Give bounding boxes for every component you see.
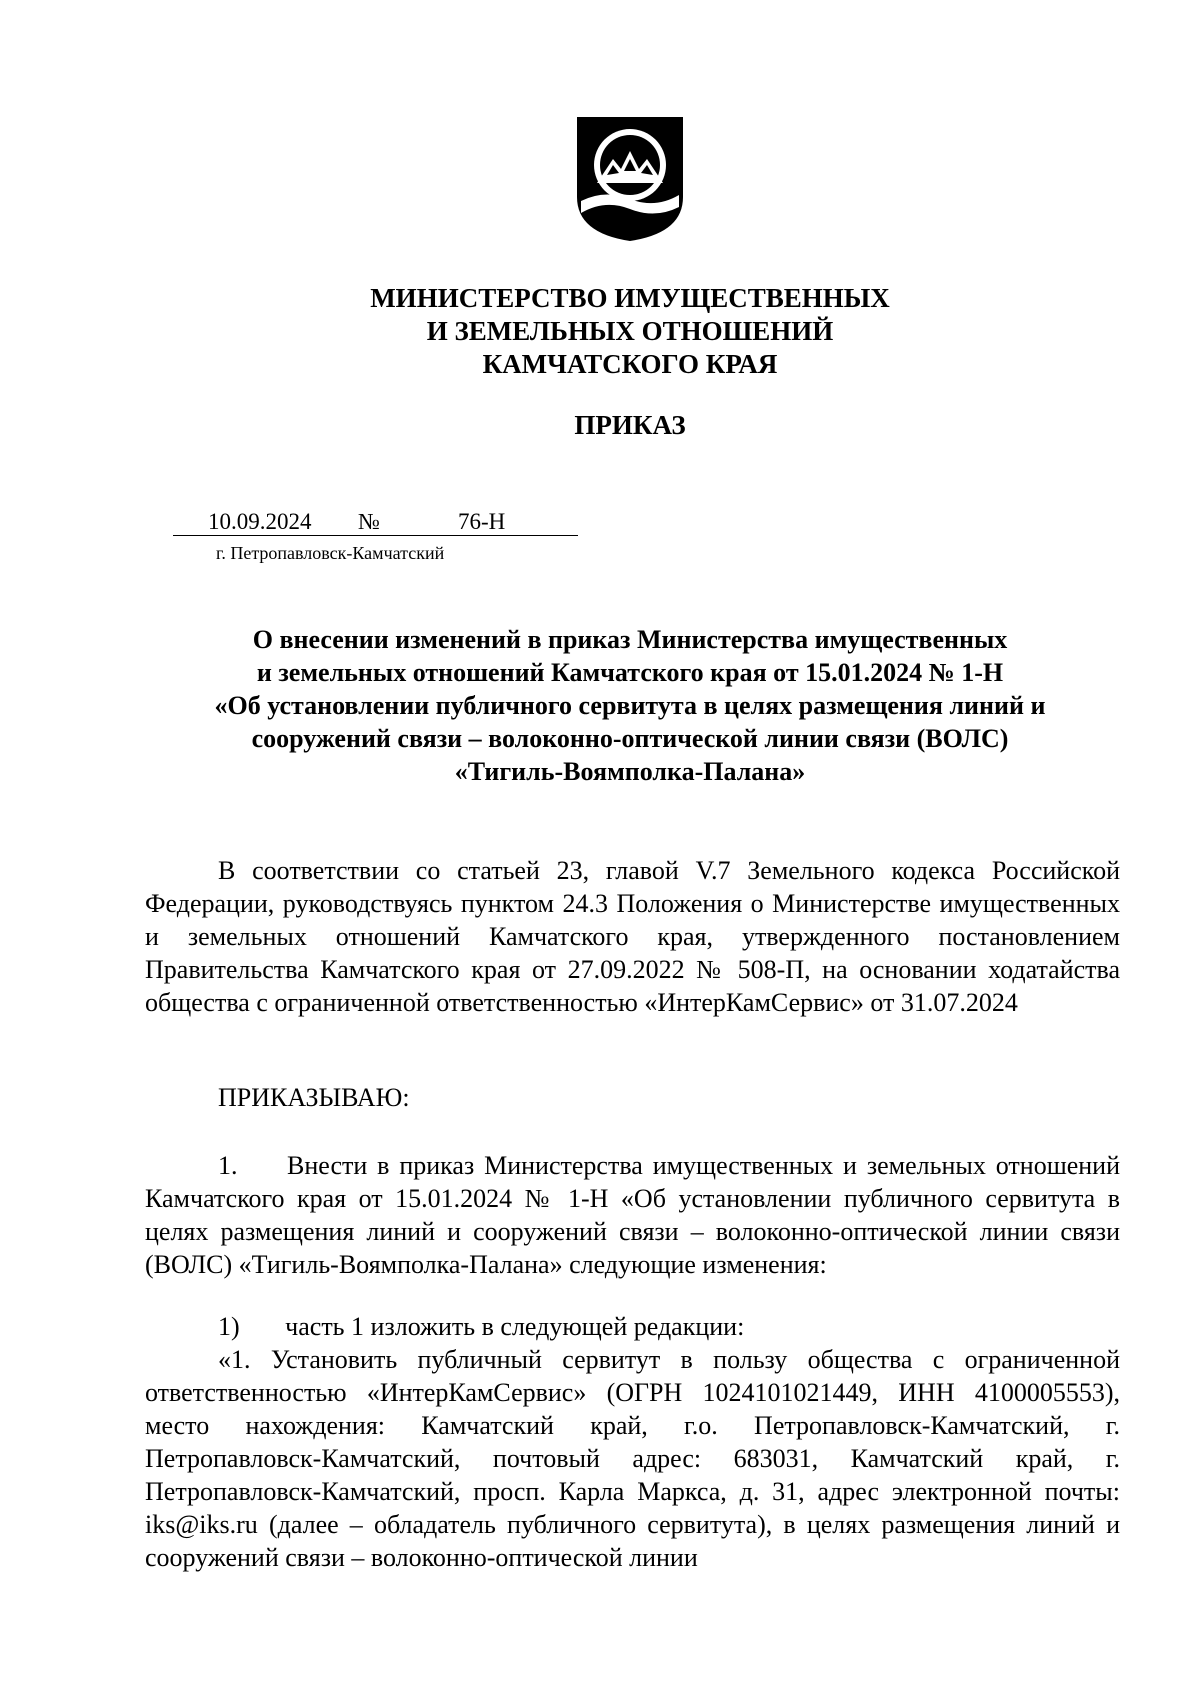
subitem-1-paragraph: 1) часть 1 изложить в следующей редакции:: [218, 1312, 745, 1341]
preamble-block: [145, 854, 1120, 1019]
order-number: 76-Н: [458, 509, 506, 534]
order-date: 10.09.2024: [208, 509, 312, 534]
ministry-name-line1: МИНИСТЕРСТВО ИМУЩЕСТВЕННЫХ: [370, 283, 890, 313]
ministry-name-line2: И ЗЕМЕЛЬНЫХ ОТНОШЕНИЙ: [426, 316, 834, 346]
ministry-name-line3: КАМЧАТСКОГО КРАЯ: [482, 349, 778, 379]
order-title-line4: сооружений связи – волоконно-оптической линии связи (ВОЛС): [251, 724, 1009, 753]
order-word-block: [145, 1081, 1120, 1114]
order-title-line3: «Об установлении публичного сервитута в целях размещения линий и: [214, 691, 1046, 720]
document-type: ПРИКАЗ: [574, 410, 686, 440]
order-word: ПРИКАЗЫВАЮ:: [218, 1083, 410, 1112]
quoted-part-paragraph: «1. Установить публичный сервитут в пользу общества с ограниченной ответственностью «ИнтерКамСервис» (ОГРН 1024101021449, ИНН 4100005553), место нахождения: Камчатский край, г.о. Петропавловск-Камчатский, г. Петропавловск-Камчатский, почтовый адрес: 683031, Камчатский край, г. Петропавловск-Камчатский, просп. Карла Маркса, д. 31, адрес электронной почты: iks@iks.ru (далее – обладатель публичного сервитута), в целях размещения линий и сооружений связи – волоконно-оптической линии: [145, 1345, 1120, 1572]
order-title: [160, 623, 1100, 788]
item-1-paragraph: 1. Внести в приказ Министерства имущественных и земельных отношений Камчатского края от 15.01.2024 № 1-Н «Об установлении публичного сервитута в целях размещения линий и сооружений связи – волоконно-оптической линии связи (ВОЛС) «Тигиль-Воямполка-Палана» следующие изменения:: [145, 1151, 1120, 1279]
number-sign: №: [358, 509, 380, 534]
issue-city: г. Петропавловск-Камчатский: [216, 543, 445, 563]
kamchatka-coat-of-arms-icon: [575, 115, 685, 243]
subitem-1-block: [145, 1310, 1120, 1343]
quoted-part-block: [145, 1343, 1120, 1574]
preamble-paragraph: В соответствии со статьей 23, главой V.7 Земельного кодекса Российской Федерации, руководствуясь пунктом 24.3 Положения о Министерстве имущественных и земельных отношений Камчатского края, утвержденного постановлением Правительства Камчатского края от 27.09.2022 № 508-П, на основании ходатайства общества с ограниченной ответственностью «ИнтерКамСервис» от 31.07.2024: [145, 856, 1120, 1017]
order-title-line2: и земельных отношений Камчатского края от 15.01.2024 № 1-Н: [256, 658, 1004, 687]
date-number-line: [173, 509, 578, 536]
order-title-line5: «Тигиль-Воямполка-Палана»: [454, 757, 806, 786]
ministry-name: [0, 282, 1200, 381]
item-1-block: [145, 1149, 1120, 1281]
order-title-line1: О внесении изменений в приказ Министерства имущественных: [252, 625, 1008, 654]
